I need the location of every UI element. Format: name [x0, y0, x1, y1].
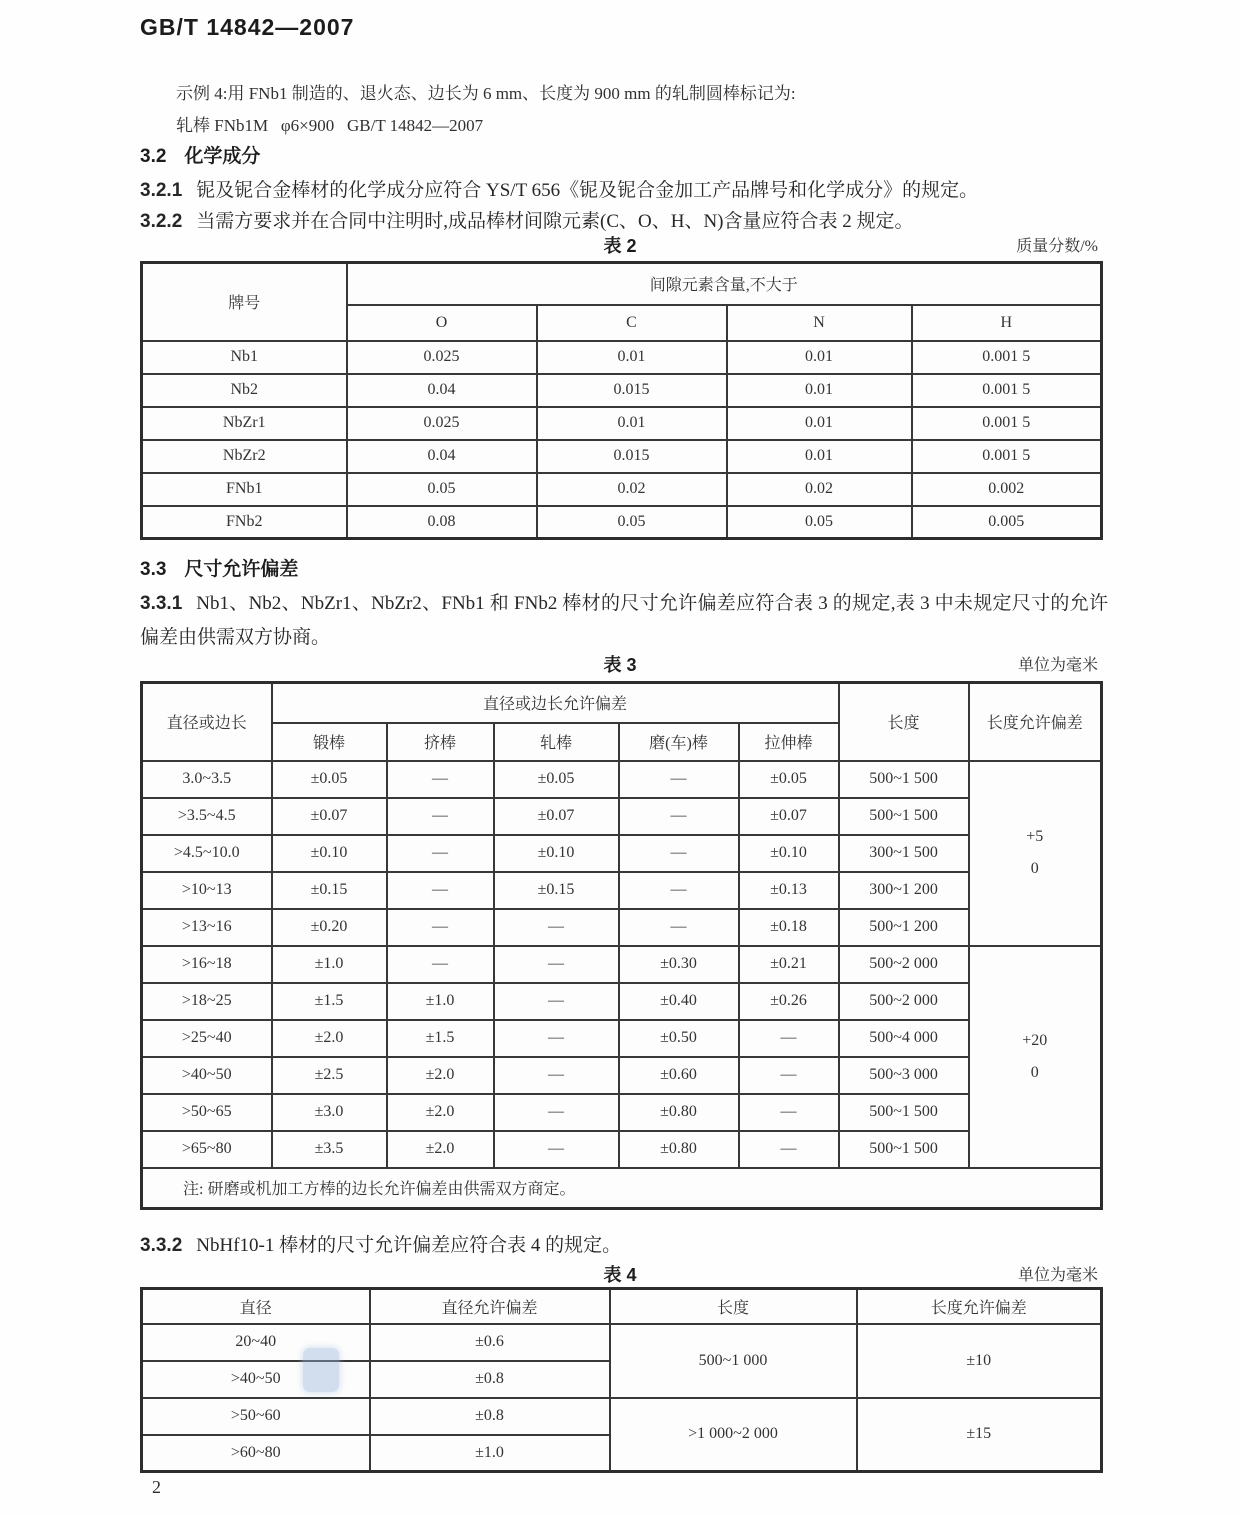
- value-cell: —: [619, 761, 739, 798]
- length-cell: 500~2 000: [839, 946, 969, 983]
- value-cell: ±0.13: [739, 872, 839, 909]
- length-group-cell: >1 000~2 000: [610, 1398, 857, 1472]
- value-cell: ±0.20: [272, 909, 387, 946]
- clause-number: 3.2.2: [140, 211, 183, 232]
- value-cell: ±0.05: [494, 761, 619, 798]
- value-cell: 0.04: [347, 374, 537, 407]
- value-cell: 0.05: [347, 473, 537, 506]
- table-row: [142, 407, 1102, 440]
- size-cell: >16~18: [142, 946, 272, 983]
- standard-number-header: GB/T 14842—2007: [140, 14, 355, 40]
- value-cell: 0.04: [347, 440, 537, 473]
- column-header-length: 长度: [839, 683, 969, 761]
- value-cell: ±0.6: [370, 1324, 610, 1361]
- clause-number: 3.2.1: [140, 180, 183, 201]
- table-4-nbhf-tolerances: [140, 1287, 1103, 1473]
- value-cell: 0.015: [537, 374, 727, 407]
- length-cell: 500~1 500: [839, 1131, 969, 1168]
- column-header-O: O: [347, 305, 537, 341]
- value-cell: ±0.15: [494, 872, 619, 909]
- column-header-rolled: 轧棒: [494, 723, 619, 761]
- tolerance-lower: 0: [1030, 860, 1039, 877]
- value-cell: —: [387, 909, 494, 946]
- value-cell: 0.015: [537, 440, 727, 473]
- length-cell: 500~1 500: [839, 798, 969, 835]
- diameter-cell: >50~60: [142, 1398, 370, 1435]
- value-cell: —: [387, 798, 494, 835]
- table-row: [142, 374, 1102, 407]
- value-cell: ±0.80: [619, 1131, 739, 1168]
- value-cell: ±0.21: [739, 946, 839, 983]
- table-4-unit-label: 单位为毫米: [1017, 1267, 1098, 1284]
- tolerance-upper: +20: [1022, 1031, 1048, 1049]
- value-cell: ±0.10: [494, 835, 619, 872]
- value-cell: 0.001 5: [912, 407, 1102, 440]
- size-cell: >3.5~4.5: [142, 798, 272, 835]
- value-cell: ±0.10: [739, 835, 839, 872]
- tolerance-stack: [972, 1025, 1099, 1089]
- value-cell: 0.05: [537, 506, 727, 539]
- value-cell: ±2.0: [387, 1094, 494, 1131]
- length-tolerance-group-cell: ±15: [857, 1398, 1102, 1472]
- table-3-note: 注: 研磨或机加工方棒的边长允许偏差由供需双方商定。: [142, 1168, 1102, 1209]
- value-cell: —: [387, 946, 494, 983]
- value-cell: ±0.05: [739, 761, 839, 798]
- section-3-2-heading: [140, 141, 260, 168]
- value-cell: 0.005: [912, 506, 1102, 539]
- value-cell: —: [619, 872, 739, 909]
- value-cell: ±2.0: [387, 1057, 494, 1094]
- size-cell: >50~65: [142, 1094, 272, 1131]
- value-cell: 0.08: [347, 506, 537, 539]
- table-2-caption-row: [140, 232, 1100, 256]
- column-header-diameter: 直径: [142, 1289, 370, 1324]
- value-cell: ±0.50: [619, 1020, 739, 1057]
- grade-cell: FNb1: [142, 473, 347, 506]
- length-cell: 300~1 200: [839, 872, 969, 909]
- section-3-3-heading: [140, 554, 298, 581]
- diameter-cell: 20~40: [142, 1324, 370, 1361]
- table-row: [142, 946, 1102, 983]
- value-cell: ±1.0: [272, 946, 387, 983]
- length-cell: 300~1 500: [839, 835, 969, 872]
- column-header-length: 长度: [610, 1289, 857, 1324]
- length-tolerance-group2-cell: [969, 946, 1102, 1168]
- length-cell: 500~2 000: [839, 983, 969, 1020]
- clause-text: Nb1、Nb2、NbZr1、NbZr2、FNb1 和 FNb2 棒材的尺寸允许偏差应符合表 3 的规定,表 3 中未规定尺寸的允许偏差由供需双方协商。: [140, 593, 1108, 648]
- table-row: [142, 1094, 1102, 1131]
- scan-artifact-smudge: [303, 1348, 339, 1392]
- size-cell: >4.5~10.0: [142, 835, 272, 872]
- column-header-grade: 牌号: [142, 263, 347, 341]
- value-cell: ±0.18: [739, 909, 839, 946]
- table-row: [142, 1131, 1102, 1168]
- grade-cell: NbZr2: [142, 440, 347, 473]
- column-header-ground: 磨(车)棒: [619, 723, 739, 761]
- value-cell: ±0.07: [272, 798, 387, 835]
- column-header-N: N: [727, 305, 912, 341]
- value-cell: ±1.5: [272, 983, 387, 1020]
- value-cell: 0.025: [347, 341, 537, 374]
- value-cell: ±0.10: [272, 835, 387, 872]
- value-cell: ±2.5: [272, 1057, 387, 1094]
- table-4-caption: 表 4: [603, 1265, 637, 1285]
- size-cell: >65~80: [142, 1131, 272, 1168]
- clause-3-3-1: [140, 587, 1108, 655]
- grade-cell: NbZr1: [142, 407, 347, 440]
- table-3-caption-row: [140, 651, 1100, 675]
- table-row: [142, 341, 1102, 374]
- value-cell: —: [387, 872, 494, 909]
- value-cell: ±0.60: [619, 1057, 739, 1094]
- clause-number: 3.3.2: [140, 1235, 183, 1256]
- group-header-size-tolerance: 直径或边长允许偏差: [272, 683, 839, 723]
- value-cell: —: [494, 983, 619, 1020]
- column-header-extruded: 挤棒: [387, 723, 494, 761]
- clause-number: 3.3.1: [140, 593, 183, 614]
- value-cell: 0.01: [537, 341, 727, 374]
- group-header-interstitial: 间隙元素含量,不大于: [347, 263, 1102, 305]
- value-cell: ±1.5: [387, 1020, 494, 1057]
- tolerance-lower: 0: [1030, 1063, 1039, 1081]
- section-number: 3.3: [140, 559, 167, 580]
- column-header-C: C: [537, 305, 727, 341]
- column-header-size: 直径或边长: [142, 683, 272, 761]
- table-row: [142, 506, 1102, 539]
- section-title: 尺寸允许偏差: [184, 559, 299, 580]
- length-cell: 500~4 000: [839, 1020, 969, 1057]
- tolerance-stack: [972, 821, 1099, 885]
- table-row: [142, 440, 1102, 473]
- clause-3-2-1: [140, 174, 1108, 208]
- value-cell: 0.02: [727, 473, 912, 506]
- clause-text: 铌及铌合金棒材的化学成分应符合 YS/T 656《铌及铌合金加工产品牌号和化学成分》的规定。: [196, 180, 979, 201]
- value-cell: —: [387, 761, 494, 798]
- column-header-H: H: [912, 305, 1102, 341]
- value-cell: ±0.26: [739, 983, 839, 1020]
- length-tolerance-group1-cell: [969, 761, 1102, 946]
- length-cell: 500~1 500: [839, 761, 969, 798]
- table-row: [142, 798, 1102, 835]
- value-cell: —: [494, 1057, 619, 1094]
- value-cell: —: [494, 909, 619, 946]
- clause-text: 当需方要求并在合同中注明时,成品棒材间隙元素(C、O、H、N)含量应符合表 2 规定。: [196, 211, 914, 232]
- length-cell: 500~1 500: [839, 1094, 969, 1131]
- value-cell: —: [494, 946, 619, 983]
- value-cell: —: [619, 835, 739, 872]
- value-cell: ±0.30: [619, 946, 739, 983]
- size-cell: >40~50: [142, 1057, 272, 1094]
- table-3-unit-label: 单位为毫米: [1017, 657, 1098, 674]
- value-cell: ±1.0: [387, 983, 494, 1020]
- table-row: [142, 1020, 1102, 1057]
- column-header-drawn: 拉伸棒: [739, 723, 839, 761]
- example-4-description: 示例 4:用 FNb1 制造的、退火态、边长为 6 mm、长度为 900 mm 的轧制圆棒标记为:: [176, 84, 796, 103]
- value-cell: 0.001 5: [912, 440, 1102, 473]
- grade-cell: Nb2: [142, 374, 347, 407]
- value-cell: ±0.07: [494, 798, 619, 835]
- value-cell: ±0.8: [370, 1398, 610, 1435]
- value-cell: ±0.40: [619, 983, 739, 1020]
- length-cell: 500~3 000: [839, 1057, 969, 1094]
- value-cell: —: [739, 1057, 839, 1094]
- column-header-forged: 锻棒: [272, 723, 387, 761]
- length-group-cell: 500~1 000: [610, 1324, 857, 1398]
- value-cell: 0.02: [537, 473, 727, 506]
- table-row: [142, 872, 1102, 909]
- length-cell: 500~1 200: [839, 909, 969, 946]
- grade-cell: FNb2: [142, 506, 347, 539]
- table-row: [142, 909, 1102, 946]
- value-cell: —: [619, 909, 739, 946]
- value-cell: —: [619, 798, 739, 835]
- value-cell: —: [387, 835, 494, 872]
- size-cell: >10~13: [142, 872, 272, 909]
- tolerance-upper: +5: [1026, 828, 1044, 845]
- table-4-caption-row: [140, 1261, 1100, 1285]
- value-cell: ±0.07: [739, 798, 839, 835]
- table-2-interstitial-elements: [140, 261, 1103, 540]
- diameter-cell: >40~50: [142, 1361, 370, 1398]
- value-cell: ±3.0: [272, 1094, 387, 1131]
- section-number: 3.2: [140, 146, 167, 167]
- table-2-caption: 表 2: [603, 236, 637, 256]
- value-cell: 0.025: [347, 407, 537, 440]
- table-row: [142, 473, 1102, 506]
- diameter-cell: >60~80: [142, 1435, 370, 1472]
- value-cell: 0.001 5: [912, 374, 1102, 407]
- value-cell: 0.01: [727, 407, 912, 440]
- length-tolerance-group-cell: ±10: [857, 1324, 1102, 1398]
- value-cell: ±0.05: [272, 761, 387, 798]
- table-row: [142, 1324, 1102, 1361]
- column-header-diameter-tolerance: 直径允许偏差: [370, 1289, 610, 1324]
- value-cell: ±0.15: [272, 872, 387, 909]
- section-title: 化学成分: [184, 146, 261, 167]
- value-cell: 0.001 5: [912, 341, 1102, 374]
- example-4-designation: 轧棒 FNb1M φ6×900 GB/T 14842—2007: [176, 116, 484, 135]
- table-2-unit-label: 质量分数/%: [1016, 238, 1098, 255]
- table-note-row: [142, 1168, 1102, 1209]
- value-cell: 0.05: [727, 506, 912, 539]
- value-cell: 0.01: [727, 374, 912, 407]
- value-cell: ±2.0: [387, 1131, 494, 1168]
- value-cell: —: [494, 1094, 619, 1131]
- value-cell: —: [739, 1094, 839, 1131]
- value-cell: 0.01: [727, 440, 912, 473]
- value-cell: —: [494, 1020, 619, 1057]
- table-row: [142, 1398, 1102, 1435]
- page-number: 2: [152, 1477, 161, 1497]
- size-cell: >13~16: [142, 909, 272, 946]
- value-cell: 0.01: [537, 407, 727, 440]
- table-row: [142, 761, 1102, 798]
- table-row: [142, 835, 1102, 872]
- grade-cell: Nb1: [142, 341, 347, 374]
- size-cell: 3.0~3.5: [142, 761, 272, 798]
- column-header-length-tolerance: 长度允许偏差: [969, 683, 1102, 761]
- size-cell: >25~40: [142, 1020, 272, 1057]
- value-cell: —: [739, 1131, 839, 1168]
- column-header-length-tolerance: 长度允许偏差: [857, 1289, 1102, 1324]
- value-cell: —: [494, 1131, 619, 1168]
- clause-text: NbHf10-1 棒材的尺寸允许偏差应符合表 4 的规定。: [196, 1235, 622, 1256]
- size-cell: >18~25: [142, 983, 272, 1020]
- value-cell: ±0.80: [619, 1094, 739, 1131]
- value-cell: 0.002: [912, 473, 1102, 506]
- table-row: [142, 1057, 1102, 1094]
- value-cell: ±1.0: [370, 1435, 610, 1472]
- value-cell: —: [739, 1020, 839, 1057]
- clause-3-3-2: [140, 1229, 1108, 1263]
- value-cell: ±3.5: [272, 1131, 387, 1168]
- table-3-caption: 表 3: [603, 655, 637, 675]
- value-cell: 0.01: [727, 341, 912, 374]
- value-cell: ±0.8: [370, 1361, 610, 1398]
- table-3-dimension-tolerances: [140, 681, 1103, 1210]
- table-row: [142, 983, 1102, 1020]
- value-cell: ±2.0: [272, 1020, 387, 1057]
